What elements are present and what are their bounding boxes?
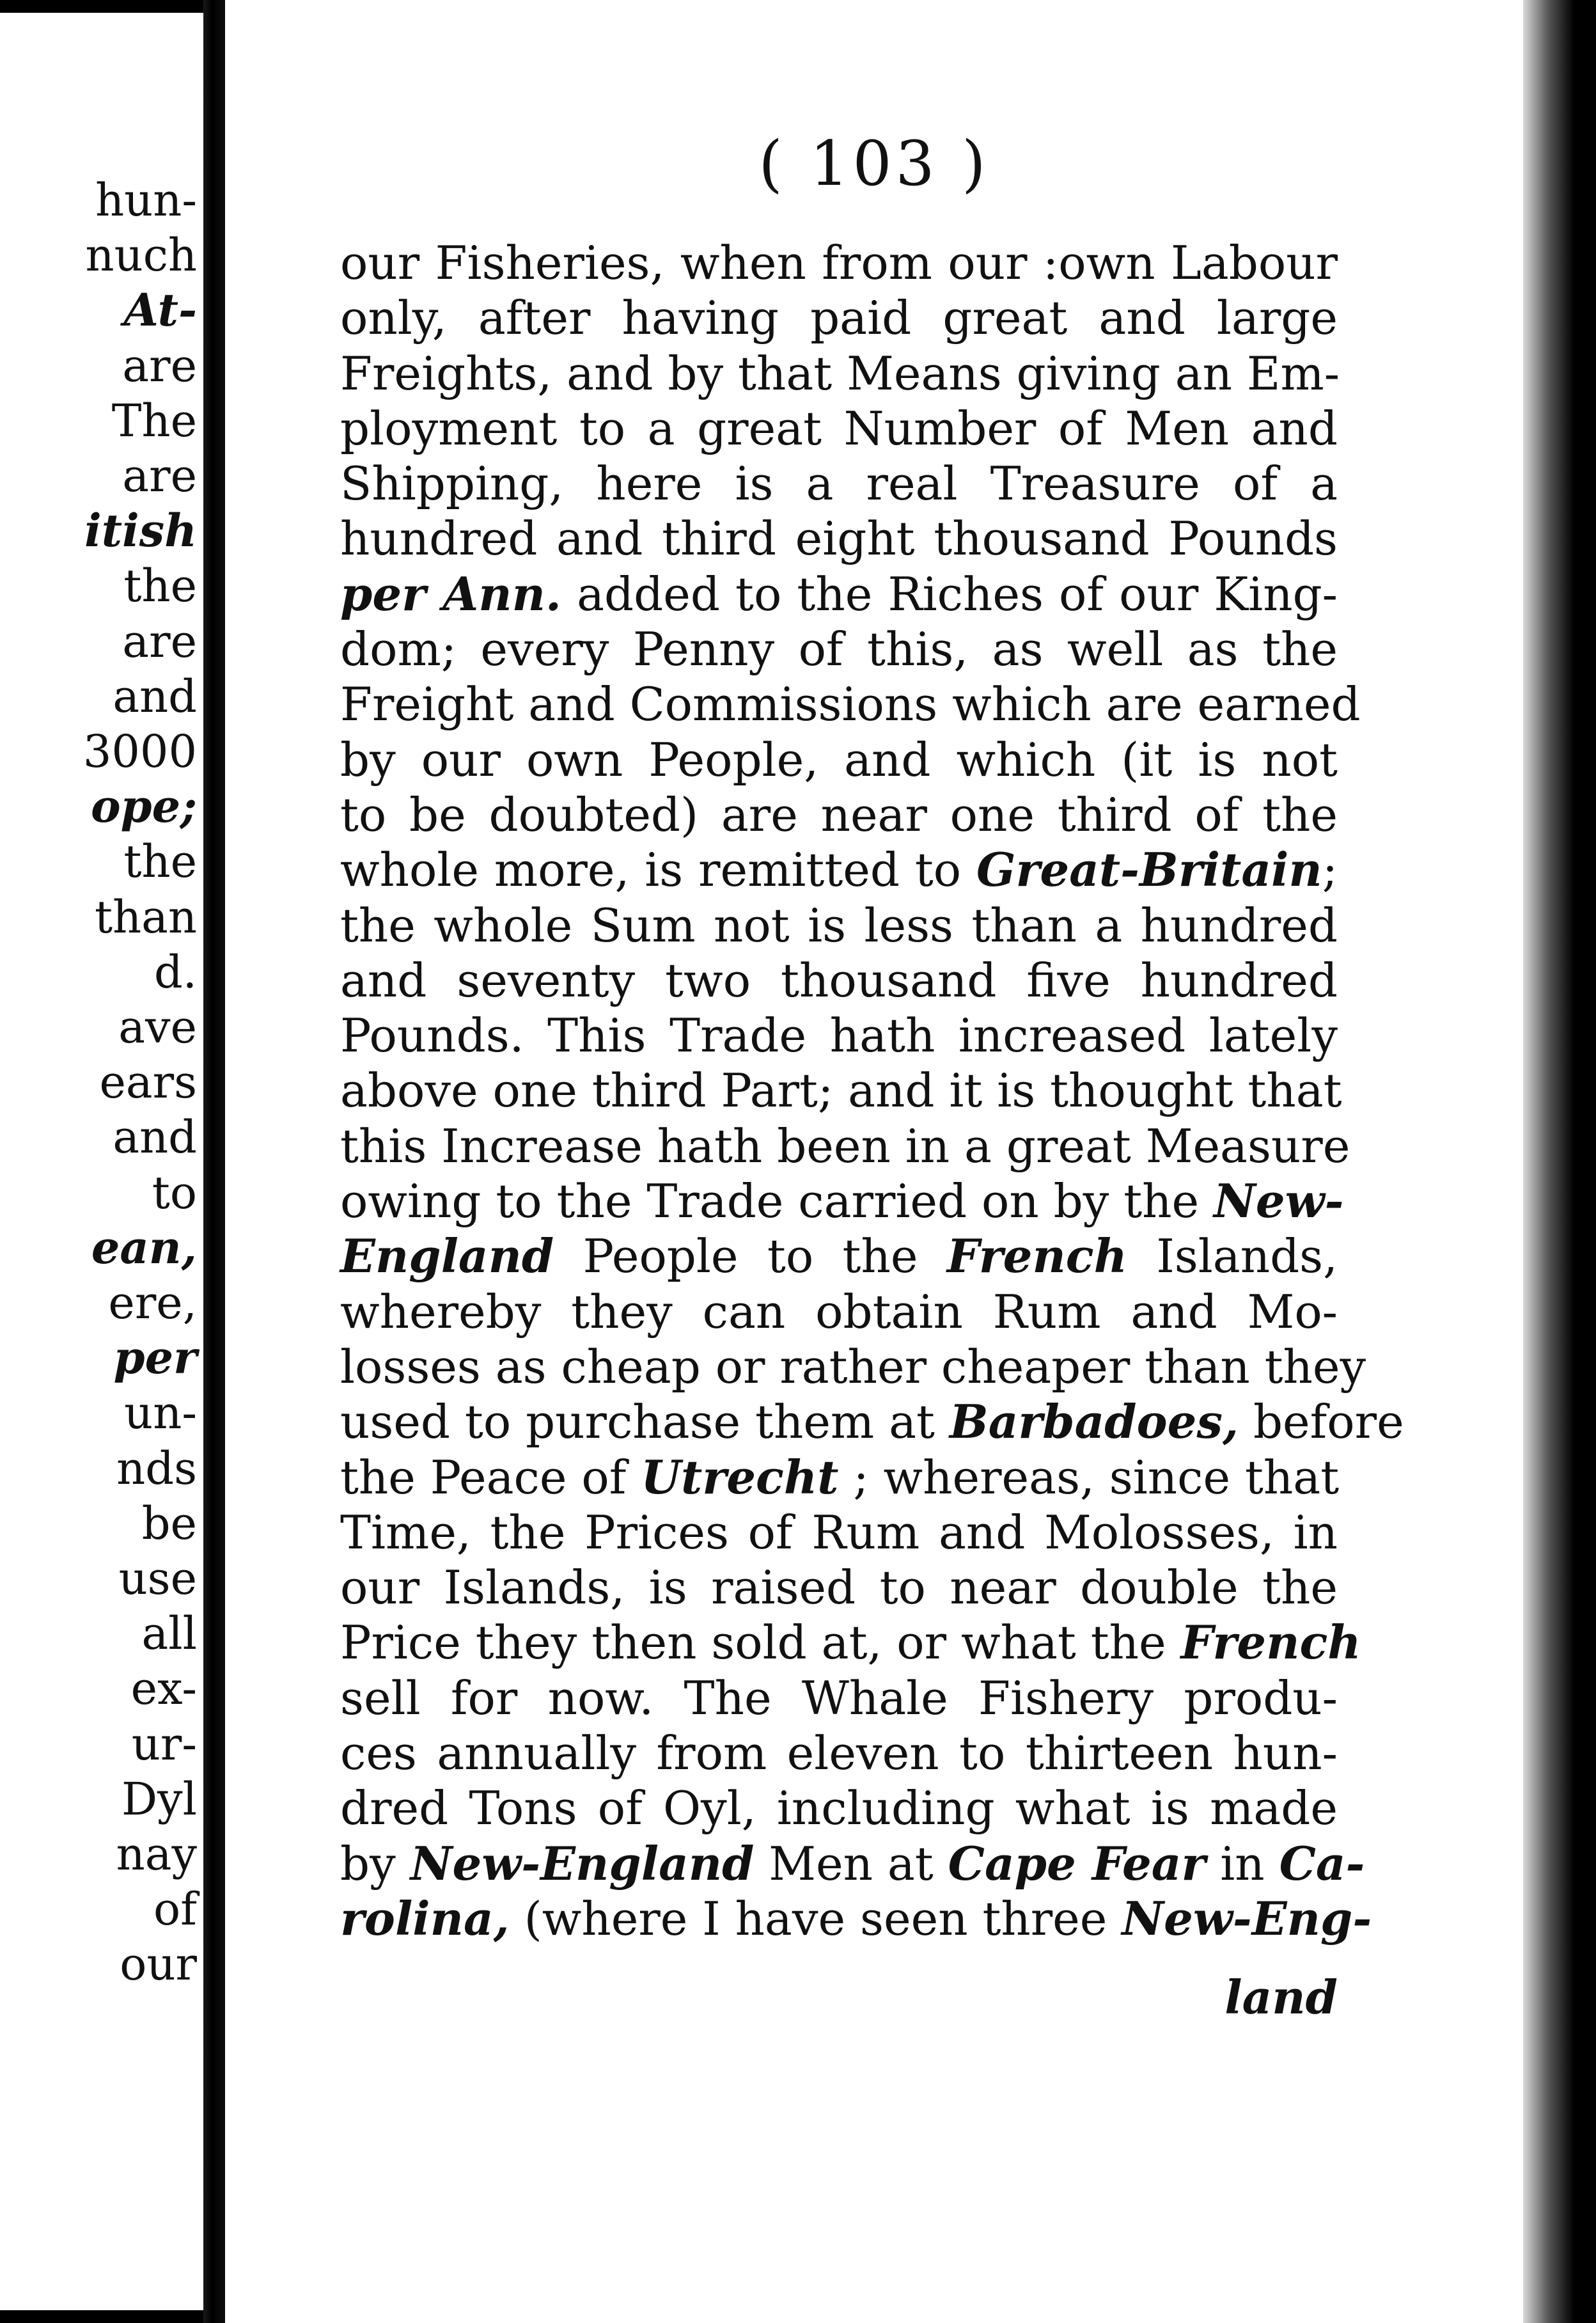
- text-line: [340, 235, 1338, 290]
- previous-page-line: are: [122, 615, 197, 668]
- previous-page-line: be: [141, 1497, 197, 1550]
- previous-page-line: our: [120, 1938, 197, 1991]
- text-line: [340, 1836, 1365, 1891]
- text-line: [340, 842, 1338, 897]
- previous-page-line: ears: [99, 1056, 197, 1109]
- previous-page-line: itish: [84, 504, 197, 558]
- text-run: Time, the Prices of Rum and Molosses, in: [340, 1505, 1338, 1559]
- previous-page-line: The: [111, 394, 197, 447]
- text-line: [340, 1284, 1338, 1339]
- text-line: [340, 1008, 1338, 1063]
- text-line: [340, 1505, 1338, 1560]
- text-run: the Peace of: [340, 1450, 641, 1504]
- previous-page-line: ope;: [90, 780, 197, 833]
- text-line: [340, 567, 1338, 622]
- previous-page-line: ave: [118, 1001, 197, 1053]
- text-run: Islands,: [1127, 1229, 1338, 1284]
- italic-text-run: Cape Fear: [948, 1836, 1206, 1891]
- book-gutter: [203, 0, 225, 2323]
- previous-page-line: hun-: [95, 174, 197, 226]
- previous-page-line: ean,: [91, 1220, 197, 1274]
- text-run: ;: [1322, 843, 1338, 897]
- text-run: dom; every Penny of this, as well as the: [340, 622, 1338, 677]
- text-run: only, after having paid great and large: [340, 291, 1338, 345]
- text-line: [340, 1671, 1338, 1726]
- italic-text-run: rolina,: [340, 1891, 510, 1946]
- previous-page-line: the: [123, 560, 197, 613]
- italic-text-run: per Ann.: [340, 566, 561, 621]
- text-line: [340, 1781, 1338, 1836]
- text-run: sell for now. The Whale Fishery produ-: [340, 1671, 1338, 1725]
- text-run: Men at: [754, 1836, 948, 1891]
- body-text: [340, 235, 1404, 1946]
- previous-page-line: the: [123, 835, 197, 888]
- text-line: [340, 290, 1338, 345]
- previous-page-line: are: [122, 450, 197, 502]
- text-line: [340, 346, 1338, 401]
- text-run: by: [340, 1836, 411, 1891]
- text-run: ces annually from eleven to thirteen hun-: [340, 1726, 1338, 1781]
- text-line: [340, 1450, 1338, 1505]
- italic-text-run: Great-Britain: [976, 842, 1322, 897]
- italic-text-run: Ca-: [1279, 1836, 1365, 1891]
- page-number: ( 103 ): [758, 128, 990, 200]
- italic-text-run: French: [1180, 1615, 1361, 1670]
- previous-page-line: all: [141, 1607, 197, 1660]
- italic-text-run: England: [340, 1229, 554, 1284]
- previous-page-line: of: [153, 1883, 197, 1936]
- text-line: [340, 677, 1361, 732]
- previous-page-line: to: [152, 1166, 197, 1219]
- text-run: dred Tons of Oyl, including what is made: [340, 1781, 1338, 1836]
- previous-page-line: un-: [124, 1387, 197, 1440]
- previous-page-line: ere,: [108, 1277, 197, 1329]
- text-run: Freight and Commissions which are earned: [340, 677, 1361, 732]
- previous-page-line: 3000: [82, 725, 197, 778]
- previous-page-line: d.: [153, 945, 197, 998]
- previous-page-line: nds: [116, 1442, 197, 1495]
- text-line: [340, 898, 1338, 953]
- text-run: whole more, is remitted to: [340, 843, 976, 897]
- text-line: [340, 1339, 1366, 1394]
- text-run: whereby they can obtain Rum and Mo-: [340, 1284, 1338, 1339]
- italic-text-run: New-Eng-: [1122, 1891, 1372, 1946]
- text-line: [340, 401, 1338, 456]
- text-run: Shipping, here is a real Treasure of a: [340, 457, 1338, 511]
- previous-page-fragment: [0, 13, 203, 2310]
- text-run: added to the Riches of our King-: [561, 567, 1338, 621]
- text-run: the whole Sum not is less than a hundred: [340, 898, 1338, 952]
- text-run: ; whereas, since that: [838, 1450, 1340, 1504]
- text-run: by our own People, and which (it is not: [340, 732, 1338, 787]
- text-run: Freights, and by that Means giving an Em-: [340, 346, 1340, 400]
- text-run: losses as cheap or rather cheaper than they: [340, 1339, 1366, 1394]
- previous-page-line: nuch: [85, 229, 197, 282]
- text-run: to be doubted) are near one third of the: [340, 787, 1338, 842]
- previous-page-line: ur-: [131, 1717, 197, 1770]
- italic-text-run: New-: [1214, 1174, 1344, 1229]
- text-run: (where I have seen three: [509, 1891, 1122, 1946]
- text-line: [340, 953, 1338, 1008]
- previous-page-line: Dyl: [121, 1772, 197, 1825]
- text-run: our Islands, is raised to near double the: [340, 1561, 1338, 1615]
- text-line: [340, 622, 1338, 677]
- text-run: Price they then sold at, or what the: [340, 1616, 1181, 1670]
- previous-page-line: than: [94, 890, 197, 943]
- text-run: used to purchase them at: [340, 1395, 950, 1449]
- text-run: this Increase hath been in a great Measure: [340, 1119, 1350, 1173]
- previous-page-line: are: [122, 339, 197, 392]
- text-line: [340, 787, 1338, 842]
- previous-page-line: and: [113, 670, 197, 723]
- text-run: ployment to a great Number of Men and: [340, 401, 1338, 455]
- previous-page-line: At-: [123, 283, 197, 337]
- italic-text-run: Barbadoes,: [949, 1394, 1239, 1449]
- text-line: [340, 1063, 1342, 1118]
- text-run: owing to the Trade carried on by the: [340, 1174, 1214, 1229]
- catchword: land: [1224, 1970, 1338, 2024]
- text-run: People to the: [554, 1229, 947, 1284]
- text-line: [340, 732, 1338, 787]
- text-line: [340, 1394, 1404, 1449]
- text-run: Pounds. This Trade hath increased lately: [340, 1009, 1338, 1063]
- text-run: hundred and third eight thousand Pounds: [340, 512, 1338, 566]
- text-line: [340, 1119, 1350, 1174]
- text-run: in: [1205, 1836, 1279, 1891]
- previous-page-line: nay: [116, 1828, 197, 1880]
- text-run: before: [1239, 1395, 1404, 1449]
- text-line: [340, 1891, 1372, 1946]
- text-line: [340, 1726, 1338, 1781]
- text-line: [340, 1229, 1338, 1284]
- text-run: and seventy two thousand five hundred: [340, 953, 1338, 1007]
- previous-page-line: and: [113, 1111, 197, 1164]
- italic-text-run: Utrecht: [641, 1449, 839, 1504]
- text-line: [340, 1615, 1361, 1670]
- text-line: [340, 1174, 1344, 1229]
- text-line: [340, 511, 1338, 566]
- text-run: our Fisheries, when from our :own Labour: [340, 236, 1338, 290]
- italic-text-run: French: [946, 1229, 1127, 1284]
- text-run: above one third Part; and it is thought that: [340, 1064, 1342, 1118]
- previous-page-line: per: [113, 1331, 197, 1385]
- previous-page-line: ex-: [130, 1662, 197, 1715]
- italic-text-run: New-England: [410, 1836, 755, 1891]
- previous-page-line: use: [118, 1552, 197, 1605]
- text-line: [340, 1560, 1338, 1615]
- page-edge-shadow: [1523, 0, 1596, 2323]
- text-line: [340, 456, 1338, 511]
